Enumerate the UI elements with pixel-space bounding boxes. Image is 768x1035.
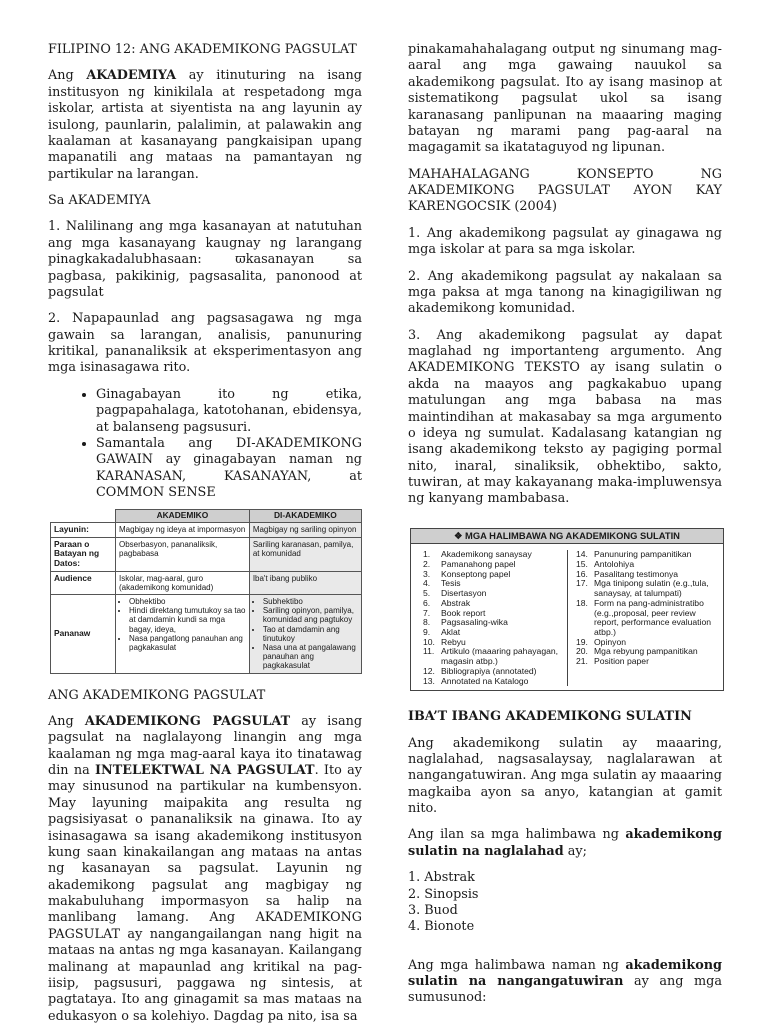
comparison-table	[50, 509, 362, 673]
example-item: 5. Disertasyon	[423, 588, 487, 599]
bullet-item: • Ginagabayan ito ng etika, pagpapahalaga, katotohanan, ebidensya, at balanseng pagsusuri.	[96, 387, 362, 436]
example-item: 7. Book report	[423, 607, 486, 618]
akademiya-bullets	[48, 387, 362, 502]
akademikong-pagsulat-paragraph: Ang AKADEMIKONG PAGSULAT ay isang pagsulat na naglalayong linangin ang mga kaalaman ng mga mag-aaral kaya ito tinatawag din na INTELEKTWAL NA PAGSULAT. Ito ay may sinusunod na partikular na kumbensyon. May layuning maipakita ang resulta ng pagsisiyasat o pananaliksik na ginawa. Ito ay isinasagawa sa isang akademikong institusyon kung saan kinakailangan ang mataas na antas ng kasanayan sa pagsulat. Layunin ng akademikong pagsulat ang magbigay ng makabuluhang impormasyon sa halip na manlibang lamang. Ang AKADEMIKONG PAGSULAT ay nangangailangan nang higit na mataas na antas ng mga kasanayan. Kailangang malinang at mapaunlad ang kritikal na pag-iisip, pagsusuri, paggawa ng sintesis, at pagtataya. Ito ang ginagamit sa mas mataas na edukasyon o sa kolehiyo. Dagdag pa nito, isa sa	[48, 713, 363, 1024]
right-column	[408, 42, 722, 1017]
example-item: 21. Position paper	[576, 656, 649, 667]
list-item: 2. Sinopsis	[408, 886, 479, 902]
konsepto-heading: MAHAHALAGANG KONSEPTO NG AKADEMIKONG PAGSULAT AYON KAY KARENGOCSIK (2004)	[408, 166, 722, 215]
naglalahad-intro: Ang ilan sa mga halimbawa ng akademikong sulatin na naglalahad ay;	[408, 827, 722, 859]
table-list-item: • Tao at damdamin ang tinutukoy	[263, 625, 358, 643]
table-list-item: • Obhektibo	[129, 597, 246, 606]
examples-box	[410, 528, 724, 691]
example-item: 10. Rebyu	[423, 636, 466, 647]
left-column	[48, 42, 362, 1035]
iba-ibang-heading: IBA’T IBANG AKADEMIKONG SULATIN	[408, 709, 692, 725]
akademiya-point-2: 2. Napapaunlad ang pagsasagawa ng mga gawain sa larangan, analisis, panunuring kritikal, pananaliksik at eksperimentasyon ang mga isinasagawa rito.	[48, 311, 362, 376]
table-list-item: • Hindi direktang tumutukoy sa tao at damdamin kundi sa mga bagay, ideya,	[129, 606, 246, 634]
example-item: 15. Antolohiya	[576, 559, 635, 570]
akademikong-pagsulat-heading: ANG AKADEMIKONG PAGSULAT	[48, 687, 266, 703]
konsepto-1: 1. Ang akademikong pagsulat ay ginagawa ng mga iskolar at para sa mga iskolar.	[408, 225, 722, 258]
examples-column-2	[567, 550, 723, 686]
example-item: 18. Form na pang-administratibo (e.g.,proposal, peer review report, performance evaluation atbp.)	[576, 597, 712, 637]
example-item: 6. Abstrak	[423, 597, 471, 608]
example-item: 9. Aklat	[423, 627, 461, 637]
example-item: 4. Tesis	[423, 578, 461, 589]
konsepto-3: 3. Ang akademikong pagsulat ay dapat maglahad ng importanteng argumento. Ang AKADEMIKONG TEKSTO ay isang sulatin o akda na maayos ang pagkakabuo upang matulungan ang mga babasa na mas maintindihan at makasabay sa mga argumento o ideya ng sumulat. Kadalasang katangian ng isang akademikong teksto ay pagiging pormal nito, inaral, sinaliksik, obhektibo, sakto, tuwiran, at may kakayanang maka-impluwensya ng kanyang mambabasa.	[408, 327, 722, 507]
continued-paragraph: pinakamahahalagang output ng sinumang mag-aaral ang mga gawaing nauukol sa akademikong pagsulat. Ito ay isang masinop at sistematikong pagsulat ukol sa isang karanasang panlipunan na maaaring maging batayan ng marami pang pag-aaral na magagamit sa ikatataguyod ng lipunan.	[408, 42, 722, 156]
example-item: 17. Mga tinipong sulatin (e.g.,tula, sanaysay, at talumpati)	[576, 578, 709, 599]
document-title: FILIPINO 12: ANG AKADEMIKONG PAGSULAT	[48, 42, 357, 57]
table-row: Paraan o Batayan ng Datos: Obserbasyon, pananaliksik, pagbabasa Sariling karanasan, pamilya, at komunidad	[51, 537, 362, 571]
example-item: 11. Artikulo (maaaring pahayagan, magasin atbp.)	[423, 646, 559, 667]
example-item: 13. Annotated na Katalogo	[423, 675, 529, 686]
examples-column-1	[411, 550, 567, 686]
table-row: Pananaw • Obhektibo • Hindi direktang tumutukoy sa tao at damdamin kundi sa mga bagay, ideya, • Nasa pangatlong panauhan ang pagkakasulat • Subhektibo • Sariling opinyon, pamilya, komunidad ang pagtukoy • Tao at damdamin ang tinutukoy • Nasa una at pangalawang panauhan ang pagkakasulat	[51, 595, 362, 674]
example-item: 3. Konseptong papel	[423, 568, 511, 579]
example-item: 16. Pasalitang testimonya	[576, 568, 679, 579]
table-row: Layunin: Magbigay ng ideya at impormasyon Magbigay ng sariling opinyon	[51, 523, 362, 538]
akademiya-definition: Ang AKADEMIYA ay itinuturing na isang institusyon ng kinikilala at respetadong mga iskolar, artista at siyentista na ang layunin ay isulong, paunlarin, palalimin, at palawakin ang kaalaman at kasanayang pangkaisipan upang mapanatili ang mataas na pamantayan ng partikular na larangan.	[48, 68, 362, 182]
example-item: 12. Bibliograpiya (annotated)	[423, 665, 537, 676]
table-header-di-akademiko: DI-AKADEMIKO	[249, 510, 361, 523]
table-list-item: • Nasa pangatlong panauhan ang pagkakasulat	[129, 634, 246, 652]
table-corner	[51, 510, 116, 523]
example-item: 20. Mga rebyung pampanitikan	[576, 646, 698, 657]
bullet-item: • Samantala ang DI-AKADEMIKONG GAWAIN ay ginagabayan naman ng KARANASAN, KASANAYAN, at COMMON SENSE	[96, 436, 362, 502]
table-header-akademiko: AKADEMIKO	[116, 510, 250, 523]
list-item: 4. Bionote	[408, 919, 475, 935]
example-item: 1. Akademikong sanaysay	[423, 549, 532, 560]
konsepto-2: 2. Ang akademikong pagsulat ay nakalaan sa mga paksa at mga tanong na kinagigiliwan ng akademikong komunidad.	[408, 268, 722, 317]
nangangatuwiran-intro: Ang mga halimbawa naman ng akademikong sulatin na nangangatuwiran ay ang mga sumusunod:	[408, 957, 722, 1006]
table-list-item: • Subhektibo	[263, 597, 358, 606]
list-item: 3. Buod	[408, 902, 458, 918]
examples-box-title: ❖ MGA HALIMBAWA NG AKADEMIKONG SULATIN	[411, 529, 723, 545]
table-list-item: • Sariling opinyon, pamilya, komunidad ang pagtukoy	[263, 606, 358, 624]
table-list-item: • Nasa una at pangalawang panauhan ang pagkakasulat	[263, 643, 358, 671]
list-item: 1. Abstrak	[408, 870, 475, 886]
example-item: 2. Pamanahong papel	[423, 559, 516, 570]
akademiya-point-1: 1. Nalilinang ang mga kasanayan at natutuhan ang mga kasanayang kaugnay ng larangang pinagkakadalubhasaan: ϖkasanayan sa pagbasa, pakikinig, pagsasalita, panonood at pagsulat	[48, 219, 362, 300]
naglalahad-list	[408, 870, 722, 936]
example-item: 8. Pagsasaling-wika	[423, 617, 508, 628]
example-item: 14. Panunuring pampanitikan	[576, 549, 692, 560]
example-item: 19. Opinyon	[576, 636, 627, 647]
sa-akademiya-heading: Sa AKADEMIYA	[48, 193, 151, 208]
iba-ibang-paragraph: Ang akademikong sulatin ay maaaring, naglalahad, nagsasalaysay, naglalarawan at nangangatuwiran. Ang mga sulatin ay maaaring magkaiba ayon sa anyo, katangian at gamit nito.	[408, 735, 722, 817]
table-row: Audience Iskolar, mag-aaral, guro (akademikong komunidad) Iba't ibang publiko	[51, 571, 362, 594]
